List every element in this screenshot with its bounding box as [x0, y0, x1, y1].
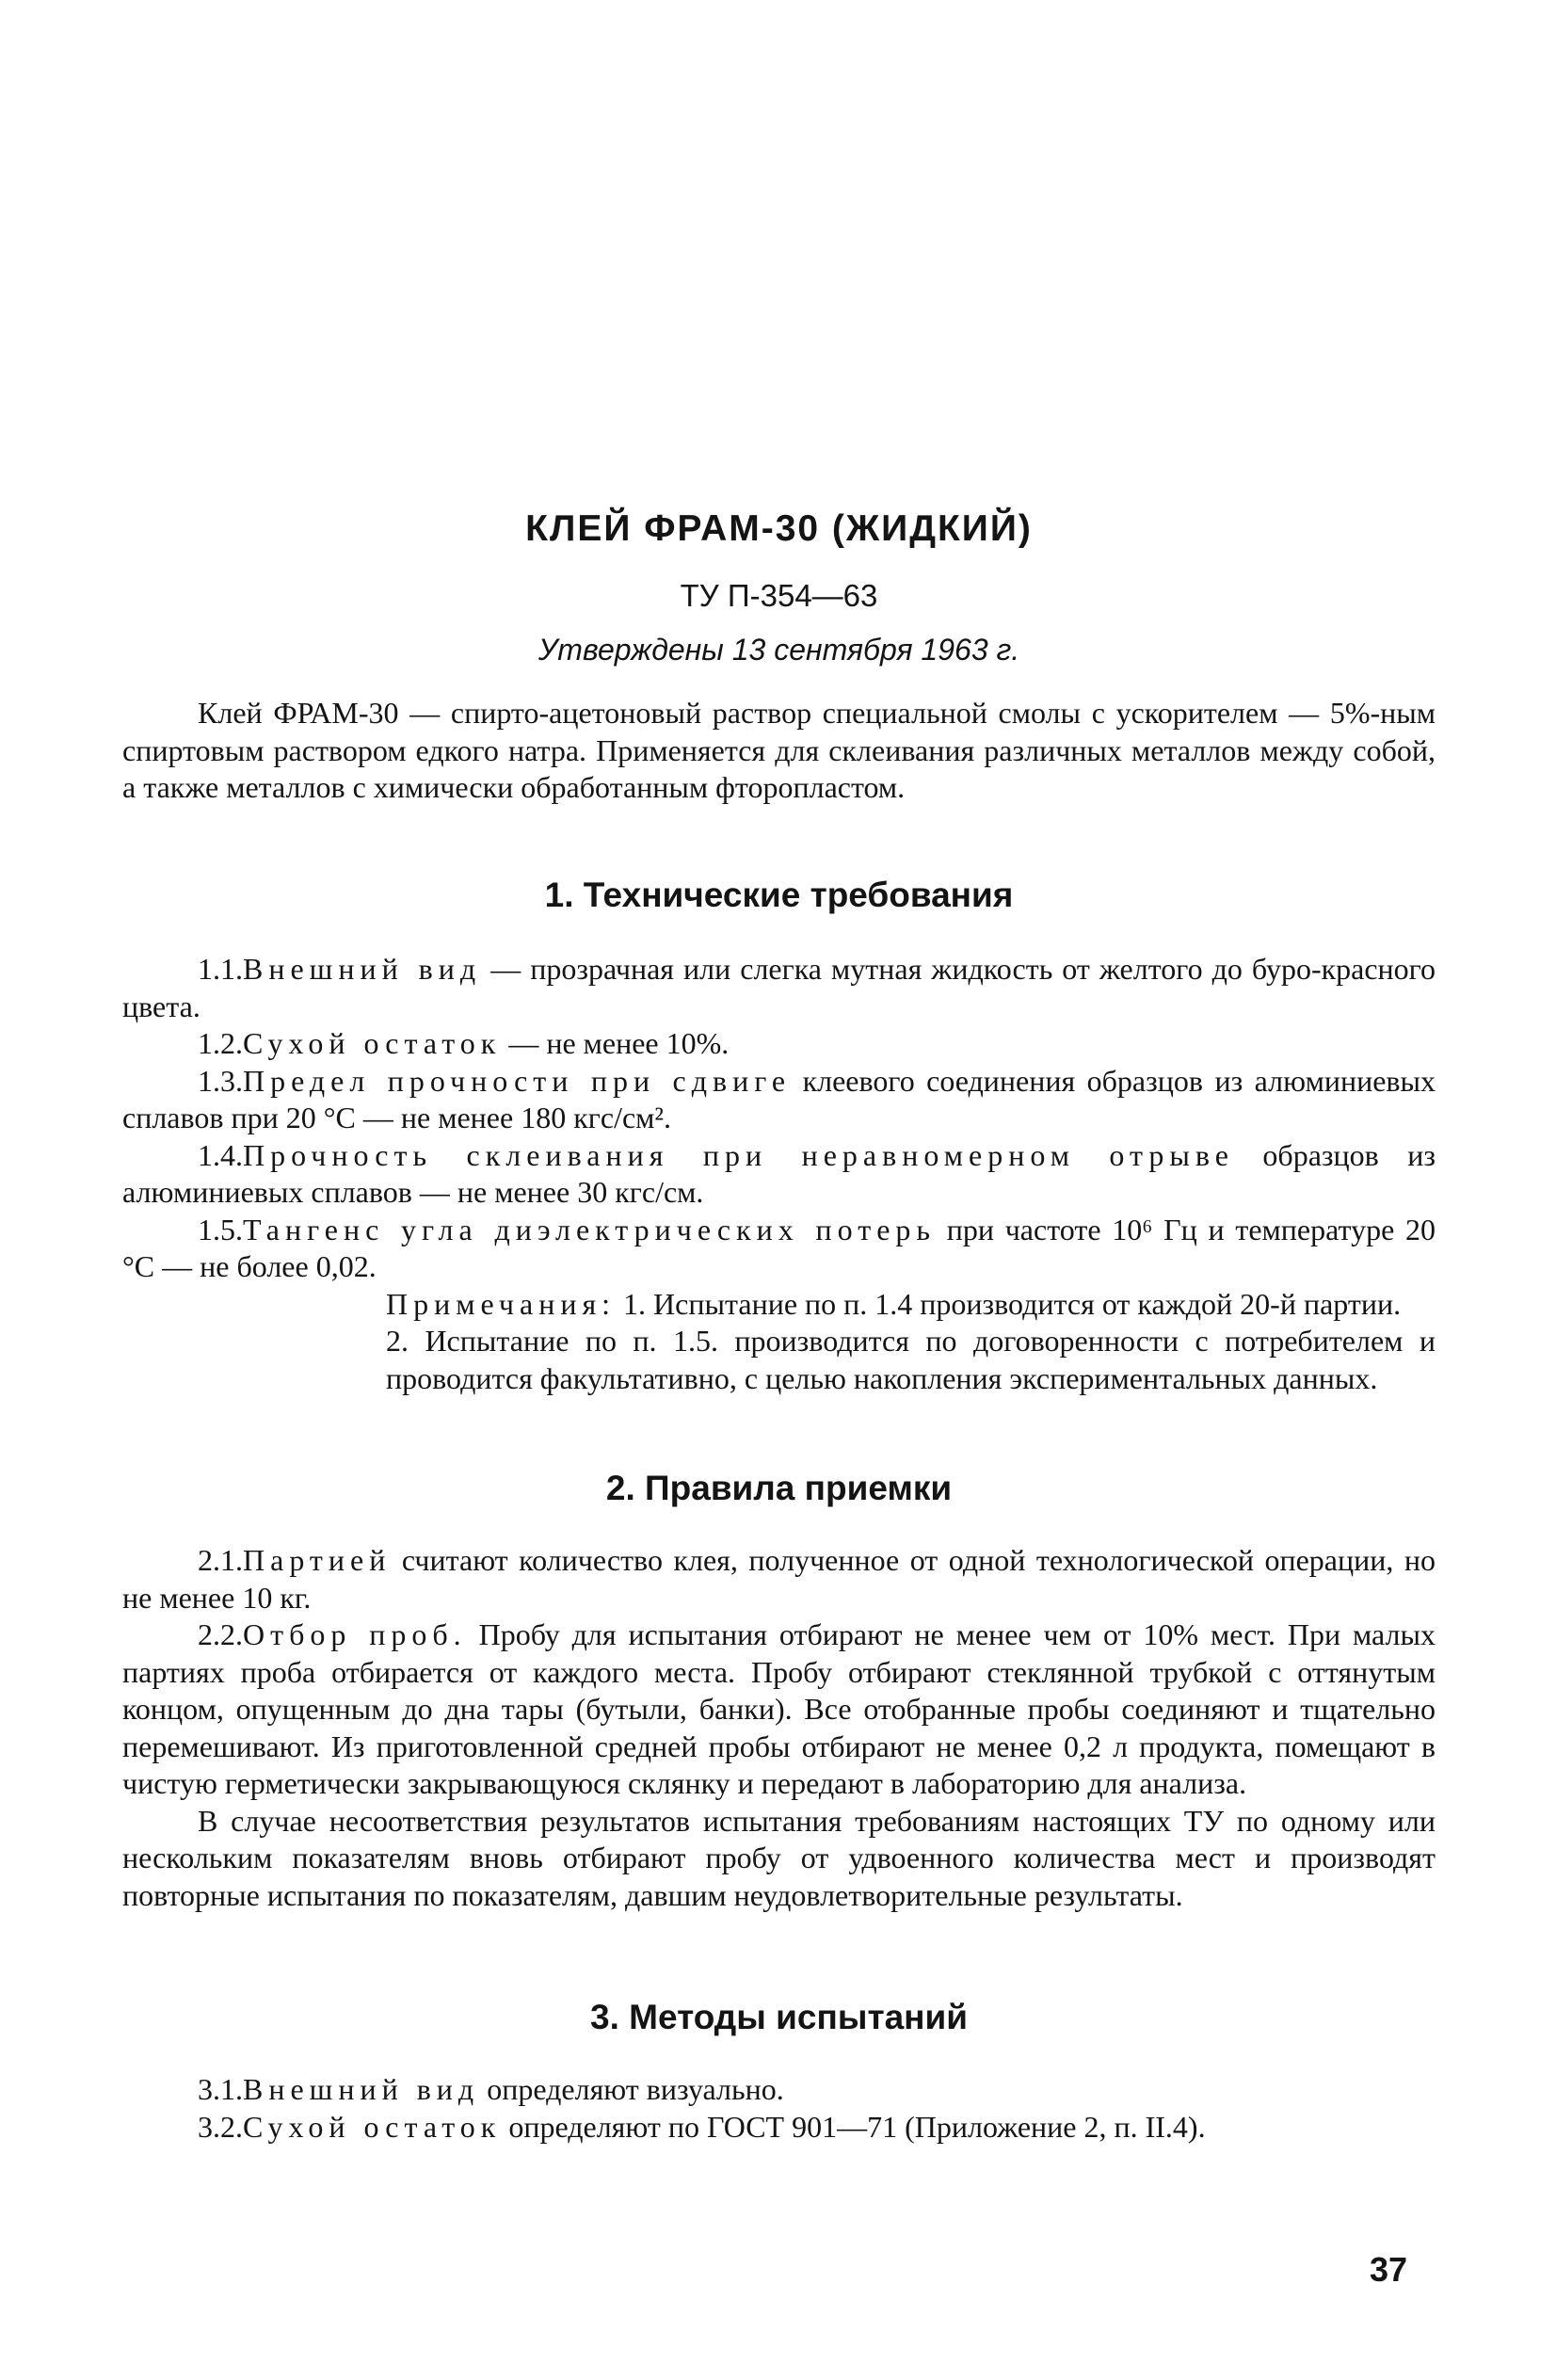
section-2-heading: 2. Правила приемки	[605, 1469, 953, 1507]
item-3-2: 3.2.Сухой остаток определяют по ГОСТ 901—71 (Приложение 2, п. II.4).	[198, 2109, 1206, 2144]
section-1-body	[122, 951, 1436, 1397]
intro-paragraph	[122, 695, 1436, 807]
section-1-heading: 1. Технические требования	[544, 876, 1014, 914]
document-title: КЛЕЙ ФРАМ-30 (ЖИДКИЙ)	[525, 508, 1033, 549]
page-number: 37	[1369, 2250, 1407, 2289]
intro-text: Клей ФРАМ-30 — спирто-ацетоновый раствор специальной смолы с ускорителем — 5%-ным спиртовым раствором едкого натра. Применяется для склеивания различных металлов между собой, а также металлов с химически обработанным фторопластом.	[122, 696, 1436, 804]
section-2-body	[122, 1542, 1436, 1914]
item-3-1: 3.1.Внешний вид определяют визуально.	[198, 2072, 784, 2106]
item-1-3: 1.3.Предел прочности при сдвиге клеевого соединения образцов из алюминиевых сплавов при 20 °С — не менее 180 кгс/см².	[122, 1063, 1436, 1134]
item-1-5: 1.5.Тангенс угла диэлектрических потерь при частоте 10⁶ Гц и температуре 20 °С — не более 0,02.	[122, 1212, 1436, 1283]
term: Партией	[243, 1543, 392, 1577]
approval-date: Утверждены 13 сентября 1963 г.	[537, 633, 1020, 667]
term: Тангенс угла диэлектрических потерь	[243, 1212, 936, 1246]
section-3-body	[122, 2071, 1436, 2146]
item-1-4: 1.4.Прочность склеивания при неравномерном отрыве образцов из алюминиевых сплавов — не менее 30 кгс/см.	[122, 1137, 1436, 1209]
spec-number: ТУ П-354—63	[680, 578, 878, 613]
term: Внешний вид	[243, 952, 482, 986]
item-2-2: 2.2.Отбор проб. Пробу для испытания отбирают не менее чем от 10% мест. При малых партиях проба отбирается от каждого места. Пробу отбирают стеклянной трубкой с оттянутым концом, опущенным до дна тары (бутыли, банки). Все отобранные пробы соединяют и тщательно перемешивают. Из приготовленной средней пробы отбирают не менее 0,2 л продукта, помещают в чистую герметически закрывающуюся склянку и передают в лабораторию для анализа.	[122, 1617, 1436, 1800]
term: Сухой остаток	[243, 1026, 502, 1060]
item-2-1: 2.1.Партией считают количество клея, полученное от одной технологической операции, но не менее 10 кг.	[122, 1543, 1436, 1615]
section-3-heading: 3. Методы испытаний	[590, 1998, 968, 2036]
term: Прочность склеивания при неравномерном отрыве	[243, 1137, 1234, 1172]
section-2-extra: В случае несоответствия результатов испытания требованиям настоящих ТУ по одному или нескольким показателям вновь отбирают пробу от удвоенного количества мест и производят повторные испытания по показателям, давшим неудовлетворительные результаты.	[122, 1803, 1436, 1912]
notes-label: Примечания:	[386, 1286, 617, 1321]
term: Предел прочности при сдвиге	[243, 1063, 792, 1098]
note-1: Примечания: 1. Испытание по п. 1.4 производится от каждой 20-й партии.	[386, 1286, 1402, 1321]
item-1-2: 1.2.Сухой остаток — не менее 10%.	[198, 1026, 730, 1060]
item-1-1: 1.1.Внешний вид — прозрачная или слегка мутная жидкость от желтого до буро-красного цвета.	[122, 952, 1436, 1023]
note-2: 2. Испытание по п. 1.5. производится по договоренности с потребителем и проводится факультативно, с целью накопления экспериментальных данных.	[386, 1324, 1436, 1395]
term: Отбор проб.	[243, 1617, 467, 1651]
term: Сухой остаток	[243, 2109, 502, 2144]
document-page	[122, 0, 1436, 2380]
term: Внешний вид	[243, 2072, 480, 2106]
